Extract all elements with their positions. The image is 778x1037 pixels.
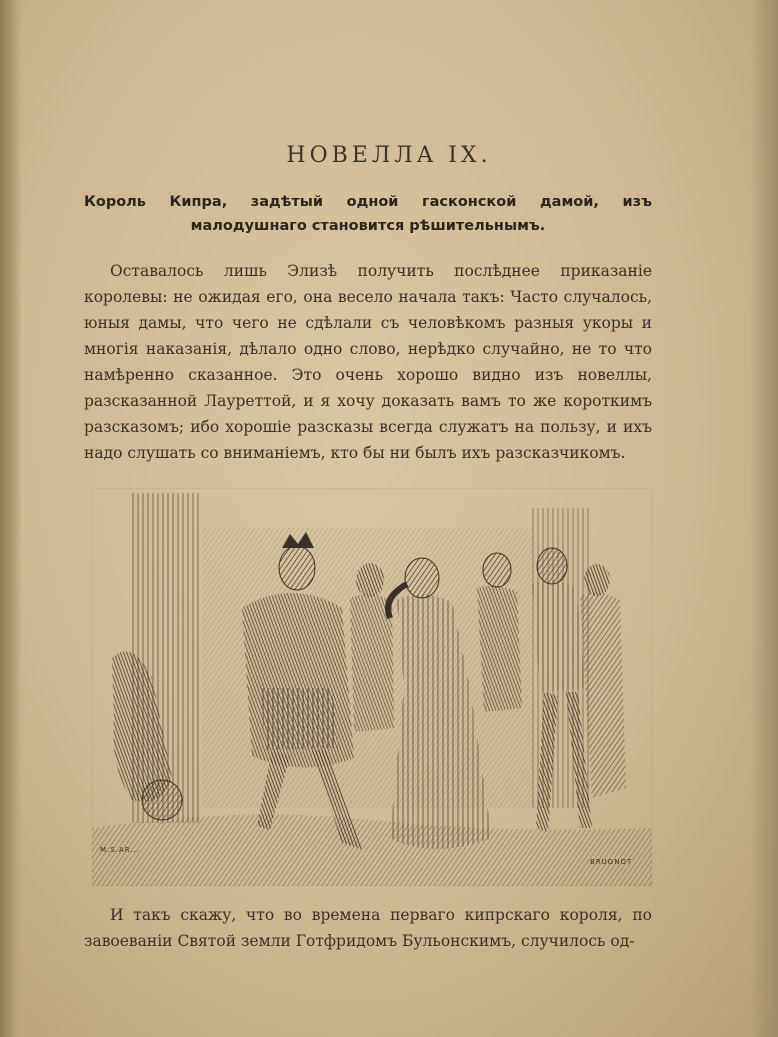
novella-summary: Король Кипра, задѣтый одной гасконской дамой, изъ малодушнаго становится рѣшительнымъ. bbox=[84, 194, 652, 234]
engraving-illustration bbox=[92, 488, 652, 886]
opening-paragraph: Оставалось лишь Элизѣ получить послѣднее приказаніе королевы: не ожидая его, она весело начала такъ: Часто случалось, юныя дамы, что чего не сдѣлали съ человѣкомъ разныя укоры и многія наказанія, дѣлало одно слово, нерѣдко случайно, не то что намѣренно сказанное. Это очень хорошо видно изъ новеллы, разсказанной Лауреттой, и я хочу доказать вамъ то же короткимъ разсказомъ; ибо хорошіе разсказы всегда служатъ на пользу, и ихъ надо слушать со вниманіемъ, кто бы ни былъ ихъ разсказчикомъ. bbox=[84, 262, 652, 462]
continuing-paragraph: И такъ скажу, что во времена перваго кипрскаго короля, по завоеваніи Святой земли Готфридомъ Бульонскимъ, случилось од- bbox=[84, 906, 652, 950]
novella-heading: НОВЕЛЛА IX. bbox=[286, 143, 492, 168]
engraver-signature-left: M.S.AR... bbox=[100, 846, 141, 854]
engraver-signature-right: BRUGNOT bbox=[590, 858, 633, 866]
